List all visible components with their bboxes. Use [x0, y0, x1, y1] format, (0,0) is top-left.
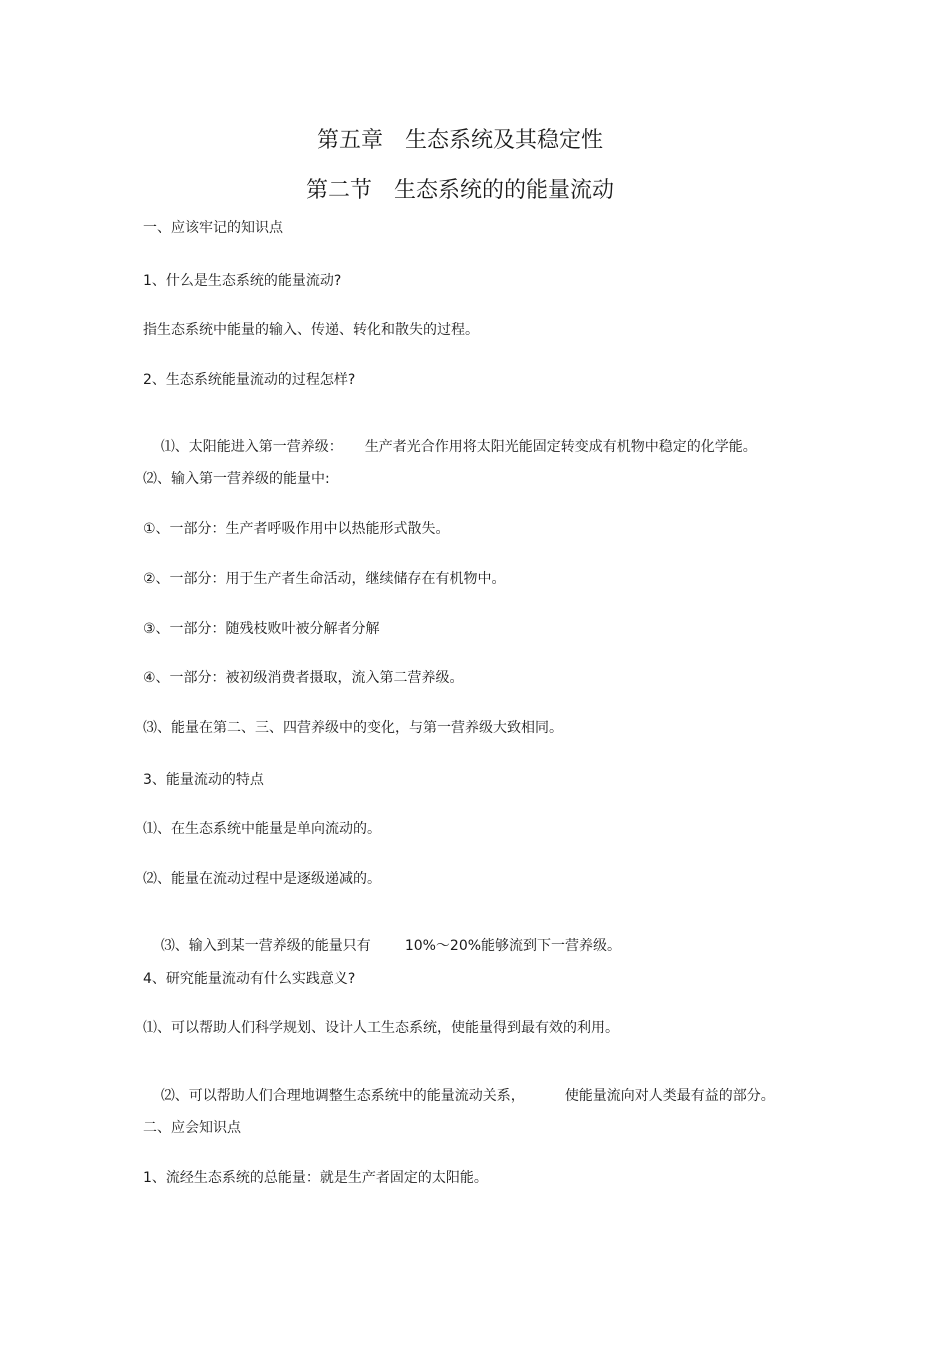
feature-2: ⑵、能量在流动过程中是逐级递减的。	[143, 871, 381, 887]
significance-2	[143, 1069, 775, 1123]
question-2: 2、生态系统能量流动的过程怎样?	[143, 372, 356, 388]
energy-part-2: ②、一部分：用于生产者生命活动，继续储存在有机物中。	[143, 571, 506, 587]
answer-1: 指生态系统中能量的输入、传递、转化和散失的过程。	[143, 322, 479, 338]
question-4: 4、研究能量流动有什么实践意义?	[143, 971, 356, 987]
total-energy-point: 1、流经生态系统的总能量：就是生产者固定的太阳能。	[143, 1170, 488, 1186]
feature-3-label: ⑶、输入到某一营养级的能量只有	[160, 938, 371, 954]
process-step-2: ⑵、输入第一营养级的能量中:	[143, 471, 330, 487]
heading-must-remember: 一、应该牢记的知识点	[143, 220, 283, 236]
process-step-1	[143, 420, 757, 474]
chapter-title: 第五章 生态系统及其稳定性	[316, 128, 603, 153]
feature-3-text: 10%～20%能够流到下一营养级。	[404, 938, 622, 954]
question-3: 3、能量流动的特点	[143, 772, 264, 788]
energy-part-3: ③、一部分：随残枝败叶被分解者分解	[143, 621, 380, 637]
significance-1: ⑴、可以帮助人们科学规划、设计人工生态系统，使能量得到最有效的利用。	[143, 1020, 619, 1036]
question-1: 1、什么是生态系统的能量流动?	[143, 273, 342, 289]
energy-part-1: ①、一部分：生产者呼吸作用中以热能形式散失。	[143, 521, 450, 537]
energy-part-4: ④、一部分：被初级消费者摄取，流入第二营养级。	[143, 670, 464, 686]
significance-2-label: ⑵、可以帮助人们合理地调整生态系统中的能量流动关系，	[160, 1088, 525, 1104]
process-step-1-text: 生产者光合作用将太阳光能固定转变成有机物中稳定的化学能。	[364, 439, 757, 455]
heading-should-know: 二、应会知识点	[143, 1120, 241, 1136]
section-title: 第二节 生态系统的的能量流动	[305, 178, 614, 203]
process-step-3: ⑶、能量在第二、三、四营养级中的变化，与第一营养级大致相同。	[143, 720, 563, 736]
feature-1: ⑴、在生态系统中能量是单向流动的。	[143, 821, 381, 837]
process-step-1-label: ⑴、太阳能进入第一营养级：	[160, 439, 343, 455]
feature-3	[143, 919, 621, 973]
significance-2-text: 使能量流向对人类最有益的部分。	[564, 1088, 775, 1104]
